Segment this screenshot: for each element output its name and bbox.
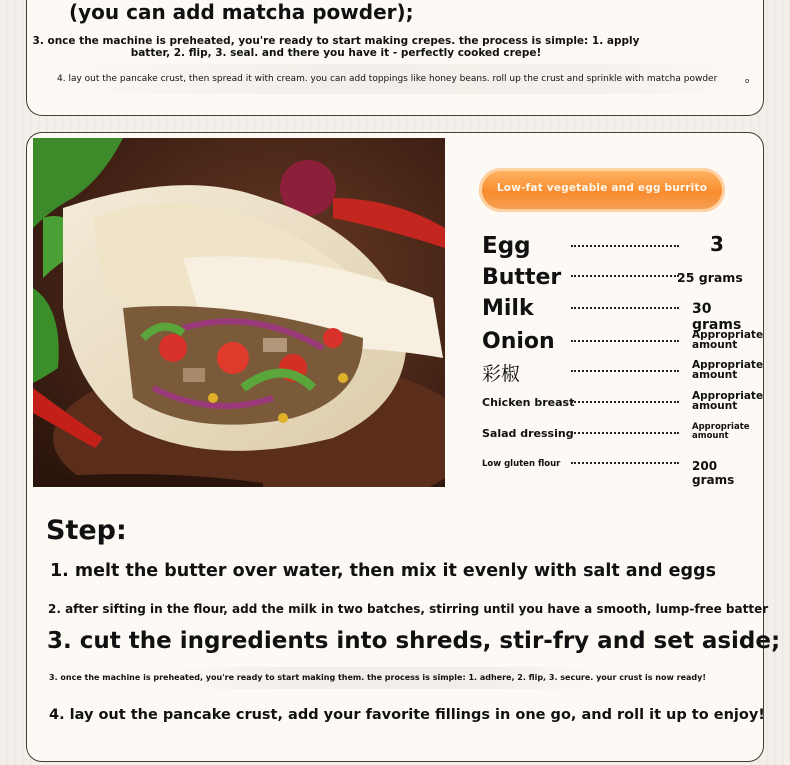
ingredient-name: Onion [482, 329, 555, 354]
step-4: 4. lay out the pancake crust, add your favorite fillings in one go, and roll it up to enjoy! [49, 707, 765, 723]
leader-dots [571, 275, 679, 277]
steps-heading: Step: [46, 515, 127, 546]
recipe-title: Low-fat vegetable and egg burrito [496, 182, 708, 194]
ingredient-amount: 25 grams [677, 270, 743, 285]
step-1: 1. melt the butter over water, then mix it evenly with salt and eggs [50, 561, 717, 581]
leader-dots [571, 370, 679, 372]
ingredient-name: Milk [482, 296, 534, 321]
recipe-card [26, 132, 781, 762]
recipe-title-badge [479, 168, 725, 212]
ingredient-amount: Appropriate amount [692, 422, 750, 441]
top-instructions-card [26, 0, 764, 116]
step-2: 2. after sifting in the flour, add the milk in two batches, stirring until you have a smooth, lump-free batter [48, 602, 769, 616]
ingredient-amount: Appropriate amount [692, 390, 764, 412]
ingredient-amount: 3 [710, 232, 724, 256]
top-note-4-banner [49, 64, 750, 94]
ingredient-name: 彩椒 [482, 363, 521, 385]
top-note-4-text: 4. lay out the pancake crust, then spread it with cream. you can add toppings like honey beans. roll up the crust and sprinkle with matcha powder [57, 74, 718, 84]
ingredient-name: Butter [482, 265, 562, 290]
step-3b: 3. once the machine is preheated, you're ready to start making them. the process is simple: 1. adhere, 2. flip, 3. secure. your crust is now ready! [49, 673, 706, 682]
leader-dots [571, 432, 679, 434]
step-3: 3. cut the ingredients into shreds, stir-fry and set aside; [47, 628, 781, 654]
ingredient-amount: Appropriate amount [692, 329, 764, 351]
ingredient-amount: Appropriate amount [692, 359, 764, 381]
ingredient-name: Egg [482, 233, 531, 259]
ingredient-amount: 200 grams [692, 459, 735, 487]
ingredient-name: Chicken breast [482, 396, 575, 409]
ingredient-name: Salad dressing [482, 427, 574, 440]
leader-dots [571, 245, 679, 247]
leader-dots [571, 401, 679, 403]
top-note-4-tail: o [745, 77, 750, 85]
top-note-3: 3. once the machine is preheated, you're ready to start making crepes. the process is simple: 1. apply batter, 2. flip, 3. seal. and there you have it - perfectly cooked crepe! [32, 35, 640, 59]
ingredient-amount: 30 grams [692, 301, 742, 333]
leader-dots [571, 340, 679, 342]
leader-dots [571, 462, 679, 464]
ingredient-name: Low gluten flour [482, 459, 561, 469]
burrito-photo [33, 138, 445, 487]
leader-dots [571, 307, 679, 309]
top-title: (you can add matcha powder); [69, 0, 414, 24]
